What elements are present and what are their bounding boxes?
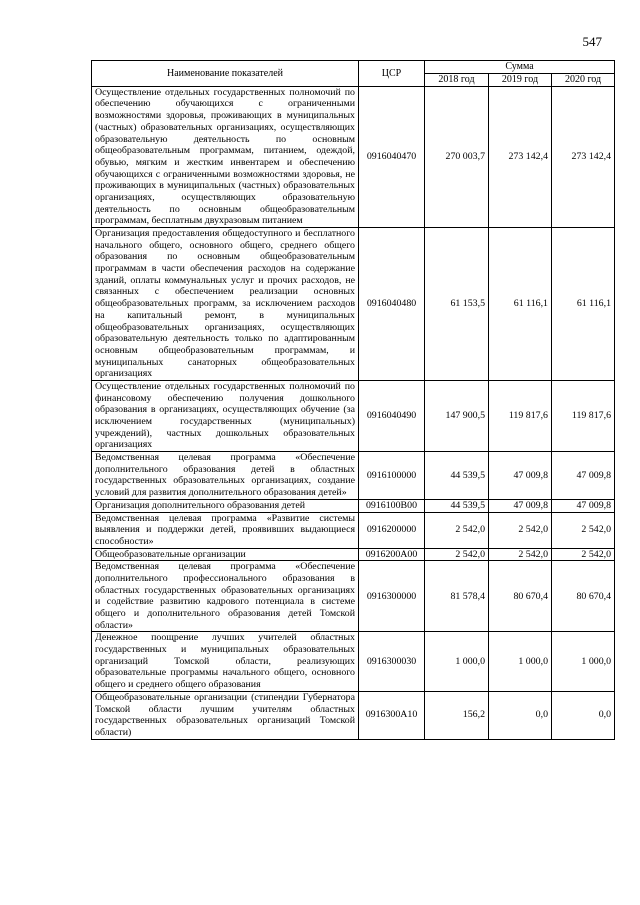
table-row — [92, 561, 615, 632]
row-code: 0916300030 — [359, 632, 425, 691]
table-row — [92, 86, 615, 227]
row-code: 0916200000 — [359, 512, 425, 548]
row-name: Ведомственная целевая программа «Обеспечение дополнительного профессионального образования в областных государственных образовательных организациях и содействие развитию кадрового потенциала в системе общего и дополнительного образования детей Томской области» — [92, 561, 359, 632]
row-value-2020: 2 542,0 — [552, 548, 615, 561]
row-value-2019: 47 009,8 — [489, 499, 552, 512]
row-value-2020: 61 116,1 — [552, 228, 615, 381]
row-value-2019: 2 542,0 — [489, 512, 552, 548]
row-value-2018: 270 003,7 — [425, 86, 489, 227]
row-value-2019: 1 000,0 — [489, 632, 552, 691]
row-value-2020: 0,0 — [552, 691, 615, 739]
row-code: 0916040490 — [359, 380, 425, 451]
row-value-2019: 47 009,8 — [489, 452, 552, 500]
budget-table — [91, 60, 615, 740]
table-row — [92, 691, 615, 739]
table-row — [92, 632, 615, 691]
row-name: Осуществление отдельных государственных полномочий по обеспечению обучающихся с ограниченными возможностями здоровья, проживающих в муниципальных (частных) образовательных организациях, осуществляющих образовательную деятельность по основным общеобразовательным программам, питанием, одеждой, обувью, мягким и жестким инвентарем и обеспечению обучающихся с ограниченными возможностями здоровья, не проживающих в муниципальных (частных) образовательных организациях, осуществляющих образовательную деятельность по основным общеобразовательным программам, бесплатным двухразовым питанием — [92, 86, 359, 227]
row-value-2020: 119 817,6 — [552, 380, 615, 451]
row-value-2018: 1 000,0 — [425, 632, 489, 691]
row-code: 0916040480 — [359, 228, 425, 381]
row-value-2018: 44 539,5 — [425, 499, 489, 512]
page-number: 547 — [582, 34, 602, 49]
table-row — [92, 512, 615, 548]
header-year-2018: 2018 год — [425, 74, 489, 87]
row-name: Денежное поощрение лучших учителей областных государственных и муниципальных образовательных организаций Томской области, реализующих образовательные программы начального общего, основного общего и среднего общего образования — [92, 632, 359, 691]
row-name: Организация предоставления общедоступного и бесплатного начального общего, основного общего, среднего общего образования по основным общеобразовательным программам в части обеспечения расходов на содержание зданий, оплаты коммунальных услуг и прочих расходов, не связанных с обеспечением реализации основных общеобразовательных программ, за исключением расходов на капитальный ремонт, в муниципальных общеобразовательных организациях, осуществляющих образовательную деятельность только по адаптированным основным общеобразовательным программам, и муниципальных санаторных общеобразовательных организациях — [92, 228, 359, 381]
row-name: Общеобразовательные организации (стипендии Губернатора Томской области лучшим учителям областных государственных образовательных организаций Томской области) — [92, 691, 359, 739]
row-code: 0916300A10 — [359, 691, 425, 739]
table-row — [92, 499, 615, 512]
header-sum: Сумма — [425, 61, 615, 74]
table-row — [92, 228, 615, 381]
table-row — [92, 548, 615, 561]
row-value-2018: 2 542,0 — [425, 548, 489, 561]
row-name: Общеобразовательные организации — [92, 548, 359, 561]
row-value-2018: 156,2 — [425, 691, 489, 739]
header-name: Наименование показателей — [92, 61, 359, 87]
row-value-2020: 47 009,8 — [552, 452, 615, 500]
row-value-2020: 2 542,0 — [552, 512, 615, 548]
row-value-2018: 147 900,5 — [425, 380, 489, 451]
row-value-2019: 80 670,4 — [489, 561, 552, 632]
row-code: 0916200A00 — [359, 548, 425, 561]
row-code: 0916300000 — [359, 561, 425, 632]
row-value-2020: 47 009,8 — [552, 499, 615, 512]
row-code: 0916100B00 — [359, 499, 425, 512]
table-row — [92, 380, 615, 451]
row-value-2018: 61 153,5 — [425, 228, 489, 381]
row-name: Ведомственная целевая программа «Развитие системы выявления и поддержки детей, проявивших выдающиеся способности» — [92, 512, 359, 548]
table-row — [92, 452, 615, 500]
row-value-2019: 2 542,0 — [489, 548, 552, 561]
header-code: ЦСР — [359, 61, 425, 87]
row-value-2019: 119 817,6 — [489, 380, 552, 451]
row-code: 0916040470 — [359, 86, 425, 227]
table-header — [92, 61, 615, 87]
row-value-2020: 80 670,4 — [552, 561, 615, 632]
row-value-2020: 273 142,4 — [552, 86, 615, 227]
row-name: Организация дополнительного образования детей — [92, 499, 359, 512]
row-value-2019: 273 142,4 — [489, 86, 552, 227]
row-value-2019: 61 116,1 — [489, 228, 552, 381]
row-value-2020: 1 000,0 — [552, 632, 615, 691]
row-value-2018: 81 578,4 — [425, 561, 489, 632]
row-value-2018: 44 539,5 — [425, 452, 489, 500]
header-year-2020: 2020 год — [552, 74, 615, 87]
row-value-2018: 2 542,0 — [425, 512, 489, 548]
header-year-2019: 2019 год — [489, 74, 552, 87]
row-name: Осуществление отдельных государственных полномочий по финансовому обеспечению получения дошкольного образования в организациях, осуществляющих обучение (за исключением государственных (муниципальных) учреждений), частных дошкольных образовательных организациях — [92, 380, 359, 451]
row-code: 0916100000 — [359, 452, 425, 500]
row-name: Ведомственная целевая программа «Обеспечение дополнительного образования детей в областных государственных образовательных организациях, создание условий для развития дополнительного образования детей» — [92, 452, 359, 500]
row-value-2019: 0,0 — [489, 691, 552, 739]
